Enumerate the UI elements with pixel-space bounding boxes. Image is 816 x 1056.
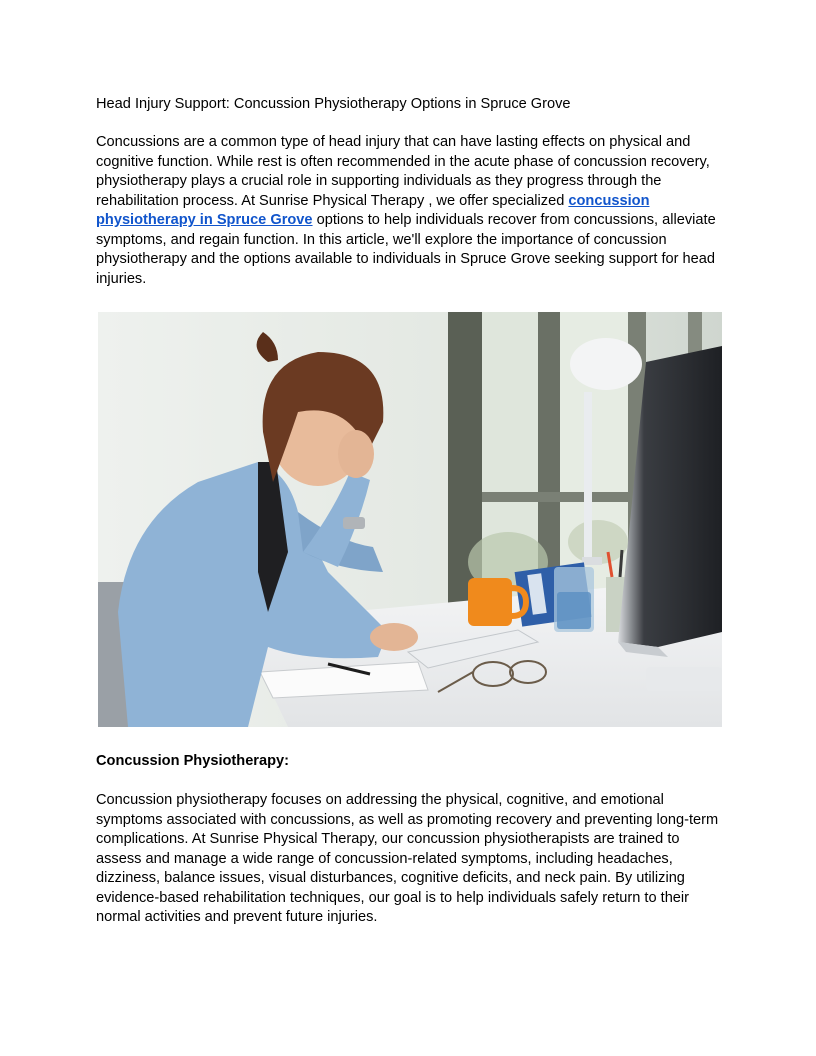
document-title: Head Injury Support: Concussion Physiotherapy Options in Spruce Grove: [96, 96, 571, 112]
intro-text-start: Concussions are a common type of head injury that can have lasting effects on physical and cognitive function. While rest is often recommended in the acute phase of concussion recovery, physiotherapy plays a crucial role in supporting individuals as they progress through the rehabilitation process. At Sunrise Physical Therapy , we offer specialized: [96, 134, 710, 209]
document-body: [96, 95, 724, 289]
intro-paragraph: [96, 133, 724, 289]
hand-on-desk: [370, 623, 418, 651]
concussion-physiotherapy-link[interactable]: concussion physiotherapy in Spruce Grove: [96, 192, 650, 228]
orange-mug: [468, 578, 512, 626]
wristwatch: [343, 517, 365, 529]
hand-on-forehead: [338, 430, 374, 478]
woman-with-headache-illustration: [98, 312, 722, 727]
article-photo: [98, 312, 722, 727]
section-body-paragraph: Concussion physiotherapy focuses on addressing the physical, cognitive, and emotional symptoms associated with concussions, as well as promoting recovery and preventing long-term complications. At Sunrise Physical Therapy, our concussion physiotherapists are trained to assess and manage a wide range of concussion-related symptoms, including headaches, dizziness, balance issues, visual disturbances, cognitive deficits, and neck pain. By utilizing evidence-based rehabilitation techniques, our goal is to help individuals safely return to their normal activities and prevent future injuries.: [96, 792, 719, 925]
desk-lamp: [584, 392, 592, 562]
section-heading: Concussion Physiotherapy:: [96, 753, 289, 769]
intro-text-end: options to help individuals recover from concussions, alleviate symptoms, and regain function. In this article, we'll explore the importance of concussion physiotherapy and the options available to individuals in Spruce Grove seeking support for head injuries.: [96, 212, 716, 287]
